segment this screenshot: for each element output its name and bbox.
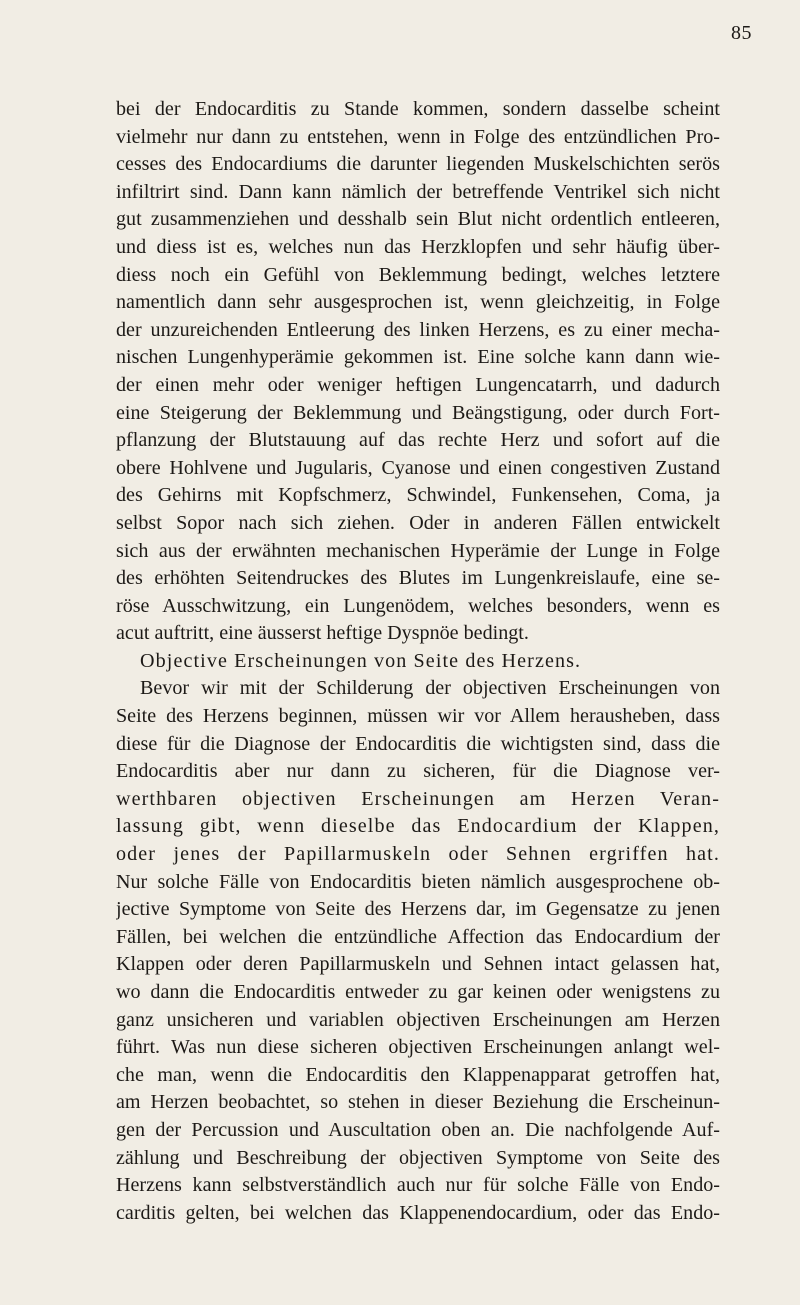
text-line: infiltrirt sind. Dann kann nämlich der betreffende Ventrikel sich nicht: [116, 180, 720, 203]
text-line: pflanzung der Blutstauung auf das rechte Herz und sofort auf die: [116, 429, 720, 452]
text-line: Klappen oder deren Papillarmuskeln und Sehnen intact gelassen hat,: [116, 953, 720, 976]
text-line: am Herzen beobachtet, so stehen in dieser Beziehung die Erscheinun-: [116, 1091, 720, 1114]
text-line: diess noch ein Gefühl von Beklemmung bedingt, welches letztere: [116, 263, 720, 286]
text-line: röse Ausschwitzung, ein Lungenödem, welches besonders, wenn es: [116, 594, 720, 617]
text-line: Nur solche Fälle von Endocarditis bieten nämlich ausgesprochene ob-: [116, 870, 720, 893]
text-line: des Gehirns mit Kopfschmerz, Schwindel, Funkensehen, Coma, ja: [116, 484, 720, 507]
text-line: cesses des Endocardiums die darunter liegenden Muskelschichten serös: [116, 153, 720, 176]
text-line: wo dann die Endocarditis entweder zu gar keinen oder wenigstens zu: [116, 981, 720, 1003]
text-line: nischen Lungenhyperämie gekommen ist. Eine solche kann dann wie-: [116, 346, 720, 369]
text-line: der unzureichenden Entleerung des linken Herzens, es zu einer mecha-: [116, 318, 720, 341]
text-line: Seite des Herzens beginnen, müssen wir vor Allem herausheben, dass: [116, 705, 720, 728]
text-line: acut auftritt, eine äusserst heftige Dyspnöe bedingt.: [116, 622, 529, 645]
section-heading: Objective Erscheinungen von Seite des Herzens.: [140, 649, 582, 672]
text-line: diese für die Diagnose der Endocarditis die wichtigsten sind, dass die: [116, 732, 720, 755]
text-line: werthbaren objectiven Erscheinungen am Herzen Veran-: [116, 787, 720, 810]
text-line: carditis gelten, bei welchen das Klappenendocardium, oder das Endo-: [116, 1201, 720, 1224]
page-number: 85: [731, 22, 752, 44]
text-line: bei der Endocarditis zu Stande kommen, sondern dasselbe scheint: [116, 98, 720, 120]
text-line: ganz unsicheren und variablen objectiven Erscheinungen am Herzen: [116, 1008, 720, 1031]
text-line: Herzens kann selbstverständlich auch nur für solche Fälle von Endo-: [116, 1174, 720, 1197]
text-line: zählung und Beschreibung der objectiven Symptome von Seite des: [116, 1146, 720, 1169]
text-line: gut zusammenziehen und desshalb sein Blut nicht ordentlich entleeren,: [116, 208, 720, 231]
text-line: des erhöhten Seitendruckes des Blutes im Lungenkreislaufe, eine se-: [116, 567, 720, 590]
text-line: gen der Percussion und Auscultation oben an. Die nachfolgende Auf-: [116, 1118, 720, 1141]
text-line: oder jenes der Papillarmuskeln oder Sehnen ergriffen hat.: [116, 843, 720, 866]
text-line: Bevor wir mit der Schilderung der objectiven Erscheinungen von: [140, 677, 720, 700]
text-line: vielmehr nur dann zu entstehen, wenn in Folge des entzündlichen Pro-: [116, 125, 720, 148]
text-line: selbst Sopor nach sich ziehen. Oder in anderen Fällen entwickelt: [116, 511, 720, 534]
text-line: der einen mehr oder weniger heftigen Lungencatarrh, und dadurch: [116, 373, 720, 396]
text-line: obere Hohlvene und Jugularis, Cyanose und einen congestiven Zustand: [116, 456, 720, 479]
text-line: jective Symptome von Seite des Herzens dar, im Gegensatze zu jenen: [116, 898, 720, 921]
text-line: führt. Was nun diese sicheren objectiven Erscheinungen anlangt wel-: [116, 1036, 720, 1059]
text-line: sich aus der erwähnten mechanischen Hyperämie der Lunge in Folge: [116, 539, 720, 562]
text-line: lassung gibt, wenn dieselbe das Endocardium der Klappen,: [116, 815, 720, 838]
text-line: che man, wenn die Endocarditis den Klappenapparat getroffen hat,: [116, 1063, 720, 1086]
text-line: Fällen, bei welchen die entzündliche Affection das Endocardium der: [116, 925, 720, 948]
text-line: namentlich dann sehr ausgesprochen ist, wenn gleichzeitig, in Folge: [116, 291, 720, 314]
body-text: [116, 96, 720, 1227]
text-line: Endocarditis aber nur dann zu sicheren, für die Diagnose ver-: [116, 760, 720, 783]
text-line: und diess ist es, welches nun das Herzklopfen und sehr häufig über-: [116, 235, 720, 258]
text-line: eine Steigerung der Beklemmung und Beängstigung, oder durch Fort-: [116, 401, 720, 424]
